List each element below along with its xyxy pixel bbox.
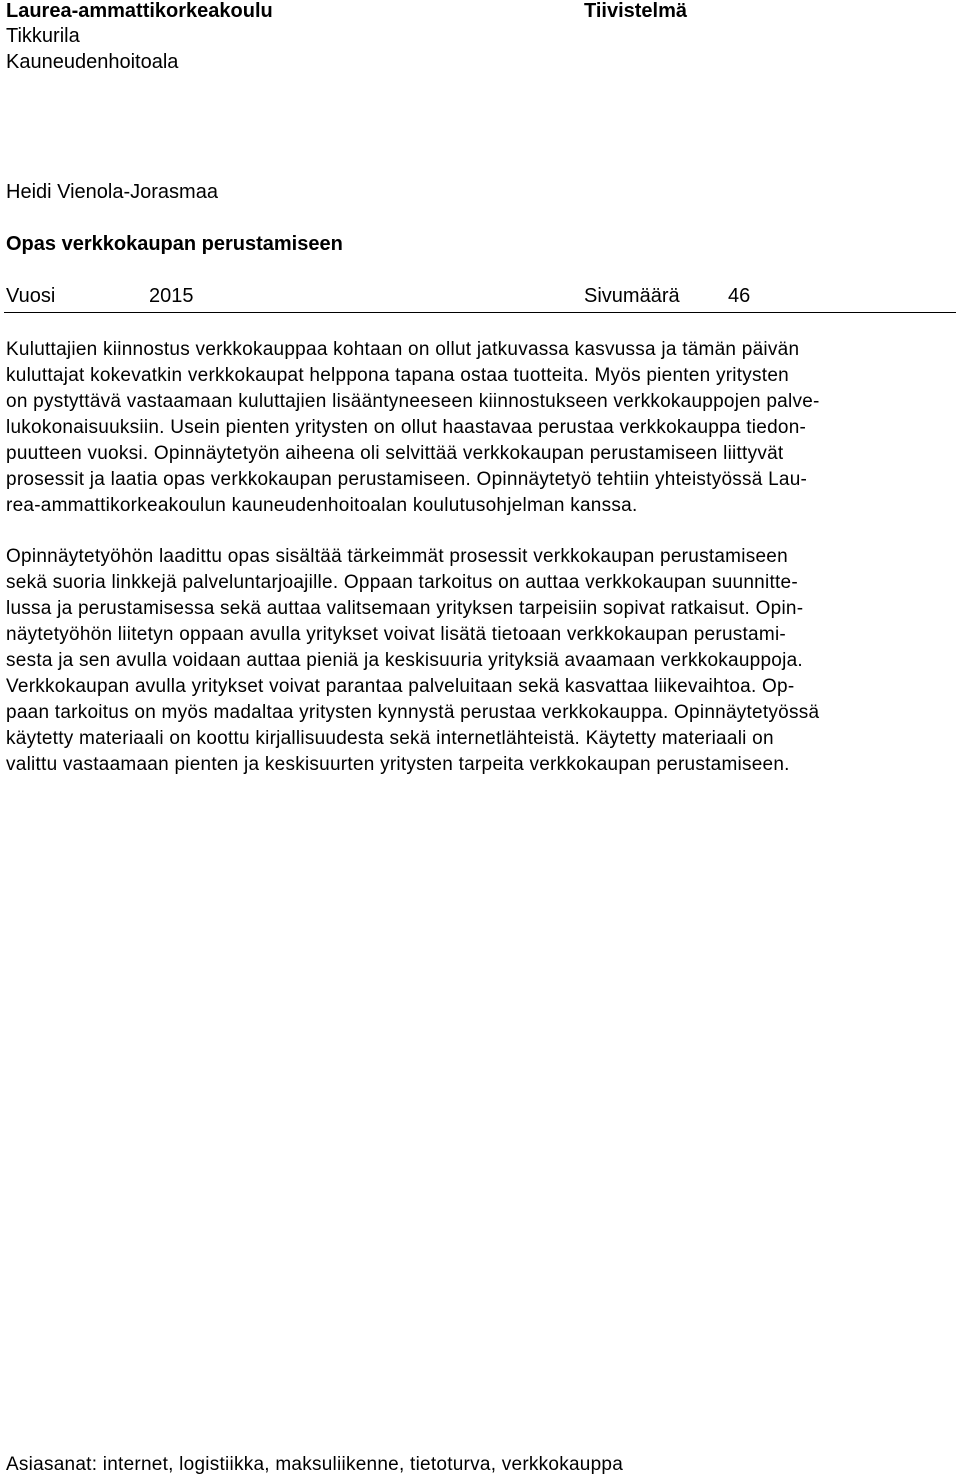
text-line: lukokonaisuuksiin. Usein pienten yritysten on ollut haastavaa perustaa verkkokauppa tiedon- xyxy=(6,417,807,438)
text-line: prosessit ja laatia opas verkkokaupan perustamiseen. Opinnäytetyö tehtiin yhteistyössä Lau- xyxy=(6,469,808,490)
campus-name: Tikkurila xyxy=(6,25,80,47)
text-line: Verkkokaupan avulla yritykset voivat parantaa palveluitaan sekä kasvattaa liikevaihtoa. Op- xyxy=(6,676,795,697)
text-line: lussa ja perustamisessa sekä auttaa valitsemaan yrityksen tarpeisiin sopivat ratkaisut. Opin- xyxy=(6,598,804,619)
abstract-paragraph-1 xyxy=(6,337,946,519)
year-label: Vuosi xyxy=(6,285,56,307)
text-line: on pystyttävä vastaamaan kuluttajien lisääntyneeseen kiinnostukseen verkkokauppojen palve- xyxy=(6,391,820,412)
abstract-paragraph-2 xyxy=(6,544,946,778)
text-line: sekä suoria linkkejä palveluntarjoajille. Oppaan tarkoitus on auttaa verkkokaupan suunnitte- xyxy=(6,572,798,593)
text-line: Opinnäytetyöhön laadittu opas sisältää tärkeimmät prosessit verkkokaupan perustamiseen xyxy=(6,546,788,567)
text-line: näytetyöhön liitetyn oppaan avulla yritykset voivat lisätä tietoaan verkkokaupan perustami- xyxy=(6,624,787,645)
thesis-title: Opas verkkokaupan perustamiseen xyxy=(6,233,343,255)
author-name: Heidi Vienola-Jorasmaa xyxy=(6,181,218,203)
text-line: kuluttajat kokevatkin verkkokaupat helppona tapana ostaa tuotteita. Myös pienten yritysten xyxy=(6,365,789,386)
keywords: Asiasanat: internet, logistiikka, maksuliikenne, tietoturva, verkkokauppa xyxy=(6,1454,624,1475)
text-line: rea-ammattikorkeakoulun kauneudenhoitoalan koulutusohjelman kanssa. xyxy=(6,495,638,516)
text-line: puutteen vuoksi. Opinnäytetyön aiheena oli selvittää verkkokaupan perustamiseen liittyvät xyxy=(6,443,784,464)
pages-label: Sivumäärä xyxy=(584,285,680,307)
header-divider xyxy=(4,312,956,313)
document-type: Tiivistelmä xyxy=(584,0,688,22)
text-line: paan tarkoitus on myös madaltaa yritysten kynnystä perustaa verkkokauppa. Opinnäytetyössä xyxy=(6,702,820,723)
year-value: 2015 xyxy=(149,285,194,307)
school-name: Laurea-ammattikorkeakoulu xyxy=(6,0,273,22)
pages-value: 46 xyxy=(728,285,751,307)
text-line: sesta ja sen avulla voidaan auttaa pieniä ja keskisuuria yrityksiä avaamaan verkkokauppoja. xyxy=(6,650,803,671)
text-line: Kuluttajien kiinnostus verkkokauppaa kohtaan on ollut jatkuvassa kasvussa ja tämän päivän xyxy=(6,339,800,360)
program-name: Kauneudenhoitoala xyxy=(6,51,179,73)
text-line: valittu vastaamaan pienten ja keskisuurten yritysten tarpeita verkkokaupan perustamiseen. xyxy=(6,754,790,775)
text-line: käytetty materiaali on koottu kirjallisuudesta sekä internetlähteistä. Käytetty materiaali on xyxy=(6,728,774,749)
